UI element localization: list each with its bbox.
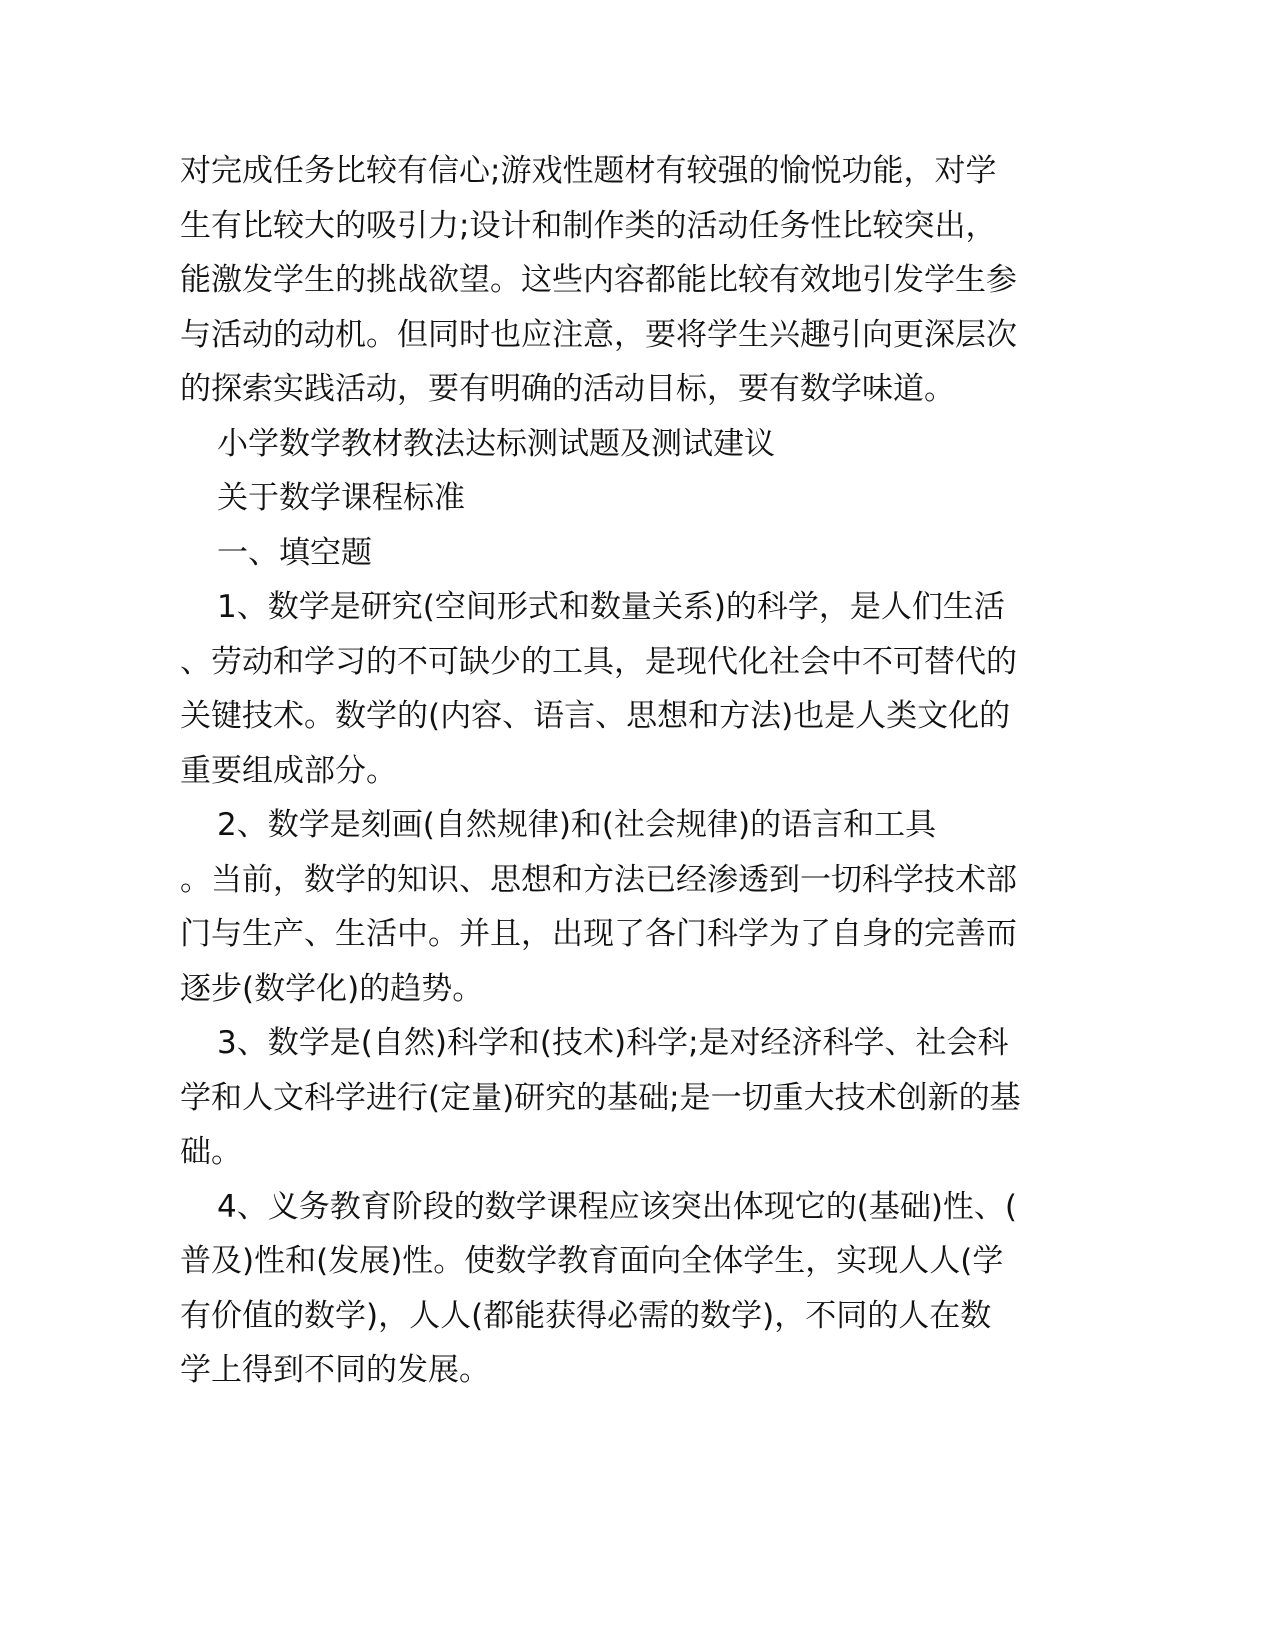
question-2-line: 2、数学是刻画(自然规律)和(社会规律)的语言和工具 bbox=[217, 807, 937, 843]
document-body bbox=[180, 144, 1050, 1398]
text-line: 的探索实践活动，要有明确的活动目标，要有数学味道。 bbox=[180, 371, 955, 407]
question-3-line: 学和人文科学进行(定量)研究的基础;是一切重大技术创新的基 bbox=[180, 1079, 1021, 1116]
text-line: 生有比较大的吸引力;设计和制作类的活动任务性比较突出， bbox=[180, 207, 997, 244]
question-4-line: 学上得到不同的发展。 bbox=[180, 1352, 490, 1388]
question-4-line: 有价值的数学)，人人(都能获得必需的数学)，不同的人在数 bbox=[180, 1297, 992, 1334]
question-4-line: 普及)性和(发展)性。使数学教育面向全体学生，实现人人(学 bbox=[180, 1243, 1004, 1279]
text-line: 对完成任务比较有信心;游戏性题材有较强的愉悦功能，对学 bbox=[180, 153, 997, 189]
question-1-line: 关键技术。数学的(内容、语言、思想和方法)也是人类文化的 bbox=[180, 698, 1011, 734]
question-2-line: 门与生产、生活中。并且，出现了各门科学为了自身的完善而 bbox=[180, 916, 1017, 952]
question-group-heading: 一、填空题 bbox=[217, 534, 372, 571]
text-line: 能激发学生的挑战欲望。这些内容都能比较有效地引发学生参 bbox=[180, 262, 1017, 298]
question-4-line: 4、义务教育阶段的数学课程应该突出体现它的(基础)性、( bbox=[217, 1188, 1018, 1225]
text-line: 与活动的动机。但同时也应注意，要将学生兴趣引向更深层次 bbox=[180, 316, 1017, 353]
question-2-line: 。当前，数学的知识、思想和方法已经渗透到一切科学技术部 bbox=[180, 861, 1017, 898]
question-3-line: 础。 bbox=[180, 1134, 242, 1170]
question-1-line: 、劳动和学习的不可缺少的工具，是现代化社会中不可替代的 bbox=[180, 643, 1017, 680]
question-2-line: 逐步(数学化)的趋势。 bbox=[180, 970, 484, 1007]
question-1-line: 重要组成部分。 bbox=[180, 752, 397, 789]
question-3-line: 3、数学是(自然)科学和(技术)科学;是对经济科学、社会科 bbox=[217, 1025, 1009, 1061]
section-subtitle: 关于数学课程标准 bbox=[217, 480, 465, 516]
question-1-line: 1、数学是研究(空间形式和数量关系)的科学，是人们生活 bbox=[217, 589, 1005, 625]
section-title: 小学数学教材教法达标测试题及测试建议 bbox=[217, 425, 775, 462]
